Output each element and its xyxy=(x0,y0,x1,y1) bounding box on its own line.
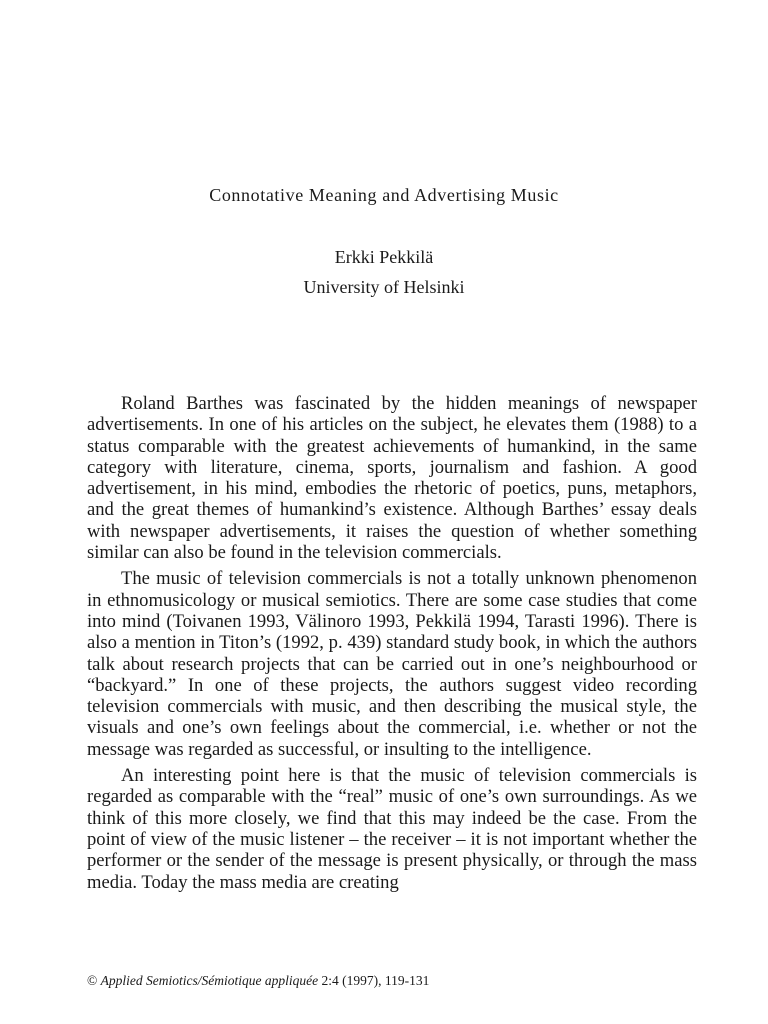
paragraph: The music of television commercials is not a totally unknown phenomenon in ethnomusicology or musical semiotics. There are some case studies that come into mind (Toivanen 1993, Välinoro 1993, Pekkilä 1994, Tarasti 1996). There is also a mention in Titon’s (1992, p. 439) standard study book, in which the authors talk about research projects that can be carried out in one’s neighbourhood or “backyard.” In one of these projects, the authors suggest video recording television commercials with music, and then describing the musical style, the visuals and one’s own feelings about the commercial, i.e. whether or not the message was regarded as successful, or insulting to the intelligence. xyxy=(87,568,697,760)
paragraph: An interesting point here is that the music of television commercials is regarded as comparable with the “real” music of one’s own surroundings. As we think of this more closely, we find that this may indeed be the case. From the point of view of the music listener – the receiver – it is not important whether the performer or the sender of the message is present physically, or through the mass media. Today the mass media are creating xyxy=(87,765,697,893)
copyright-symbol: © xyxy=(87,973,98,988)
author-affiliation: University of Helsinki xyxy=(303,277,465,297)
citation-info: 2:4 (1997), 119-131 xyxy=(321,973,430,988)
body-text xyxy=(87,393,697,898)
page-footer xyxy=(87,973,429,989)
paper-title: Connotative Meaning and Advertising Music xyxy=(209,185,559,205)
journal-name: Applied Semiotics/Sémiotique appliquée xyxy=(100,973,319,988)
author-name: Erkki Pekkilä xyxy=(334,247,434,267)
paragraph: Roland Barthes was fascinated by the hidden meanings of newspaper advertisements. In one of his articles on the subject, he elevates them (1988) to a status comparable with the greatest achievements of humankind, in the same category with literature, cinema, sports, journalism and fashion. A good advertisement, in his mind, embodies the rhetoric of poetics, puns, metaphors, and the great themes of humankind’s existence. Although Barthes’ essay deals with newspaper advertisements, it raises the question of whether something similar can also be found in the television commercials. xyxy=(87,393,697,564)
